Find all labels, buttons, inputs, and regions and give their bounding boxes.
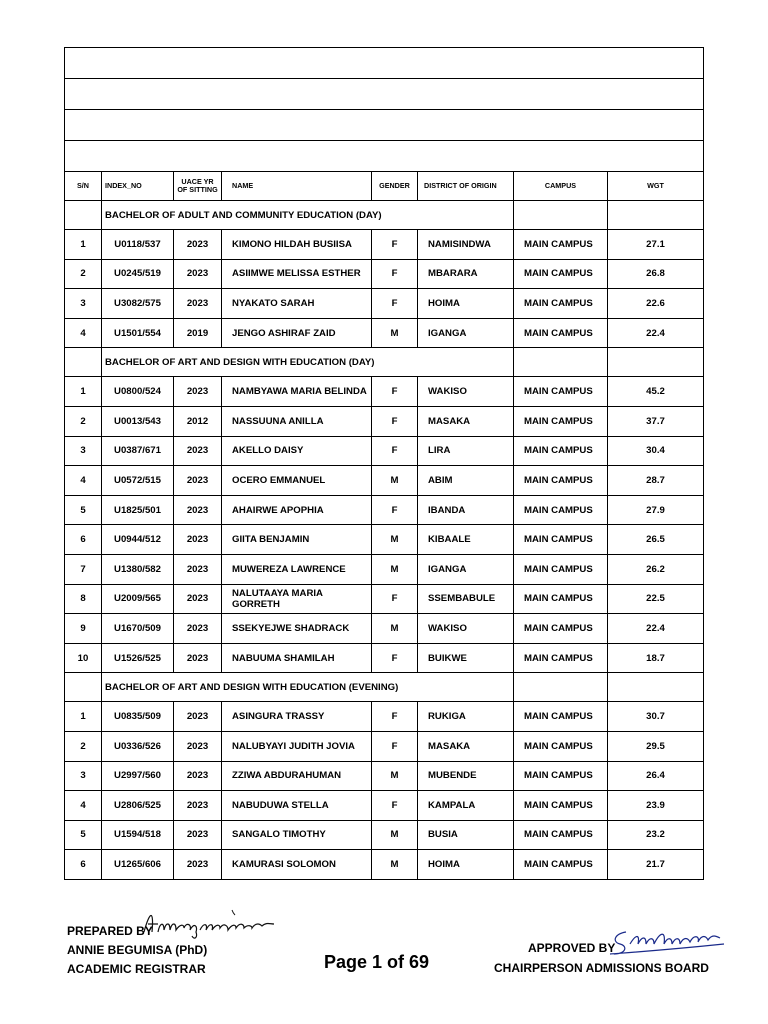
cell-campus: MAIN CAMPUS bbox=[514, 731, 608, 761]
cell-year: 2023 bbox=[174, 230, 222, 260]
blank-row bbox=[65, 48, 704, 79]
cell-wgt: 37.7 bbox=[608, 406, 704, 436]
cell-sn: 1 bbox=[65, 377, 102, 407]
cell-year: 2023 bbox=[174, 377, 222, 407]
cell-year: 2023 bbox=[174, 791, 222, 821]
cell-year: 2023 bbox=[174, 554, 222, 584]
cell-district: KIBAALE bbox=[418, 525, 514, 555]
cell-sn: 5 bbox=[65, 820, 102, 850]
cell-gender: F bbox=[372, 791, 418, 821]
cell-year: 2019 bbox=[174, 318, 222, 348]
cell-gender: F bbox=[372, 495, 418, 525]
cell-gender: M bbox=[372, 820, 418, 850]
cell-index-no: U1670/509 bbox=[102, 614, 174, 644]
cell-gender: M bbox=[372, 466, 418, 496]
cell-name: MUWEREZA LAWRENCE bbox=[222, 554, 372, 584]
cell-year: 2023 bbox=[174, 584, 222, 614]
cell-sn: 7 bbox=[65, 554, 102, 584]
table-row bbox=[65, 820, 704, 850]
cell-year: 2023 bbox=[174, 525, 222, 555]
preparer-title: ACADEMIC REGISTRAR bbox=[67, 962, 206, 976]
cell-sn: 4 bbox=[65, 791, 102, 821]
cell-district: KAMPALA bbox=[418, 791, 514, 821]
blank-row bbox=[65, 79, 704, 110]
cell-year: 2023 bbox=[174, 643, 222, 673]
cell-gender: F bbox=[372, 436, 418, 466]
cell-name: AKELLO DAISY bbox=[222, 436, 372, 466]
cell-index-no: U0944/512 bbox=[102, 525, 174, 555]
cell-district: IGANGA bbox=[418, 318, 514, 348]
section-blank-cell bbox=[608, 201, 704, 230]
cell-district: BUIKWE bbox=[418, 643, 514, 673]
cell-campus: MAIN CAMPUS bbox=[514, 791, 608, 821]
page-number: Page 1 of 69 bbox=[324, 952, 430, 972]
cell-district: WAKISO bbox=[418, 614, 514, 644]
cell-wgt: 22.4 bbox=[608, 614, 704, 644]
cell-district: MASAKA bbox=[418, 406, 514, 436]
cell-name: AHAIRWE APOPHIA bbox=[222, 495, 372, 525]
table-row bbox=[65, 731, 704, 761]
cell-campus: MAIN CAMPUS bbox=[514, 318, 608, 348]
cell-wgt: 27.1 bbox=[608, 230, 704, 260]
cell-index-no: U0013/543 bbox=[102, 406, 174, 436]
cell-gender: F bbox=[372, 643, 418, 673]
preparer-name: ANNIE BEGUMISA (PhD) bbox=[67, 943, 208, 957]
table-row bbox=[65, 761, 704, 791]
table-row bbox=[65, 614, 704, 644]
cell-gender: F bbox=[372, 289, 418, 319]
cell-index-no: U3082/575 bbox=[102, 289, 174, 319]
cell-campus: MAIN CAMPUS bbox=[514, 761, 608, 791]
admissions-table bbox=[64, 47, 704, 880]
cell-wgt: 21.7 bbox=[608, 850, 704, 880]
cell-gender: M bbox=[372, 614, 418, 644]
cell-gender: F bbox=[372, 584, 418, 614]
approved-by-label: APPROVED BY bbox=[528, 941, 616, 955]
blank-row bbox=[65, 110, 704, 141]
cell-campus: MAIN CAMPUS bbox=[514, 554, 608, 584]
table-row bbox=[65, 466, 704, 496]
cell-campus: MAIN CAMPUS bbox=[514, 436, 608, 466]
section-blank-cell bbox=[608, 673, 704, 702]
cell-district: IGANGA bbox=[418, 554, 514, 584]
prepared-by-label: PREPARED BY bbox=[67, 924, 153, 938]
cell-name: KIMONO HILDAH BUSIISA bbox=[222, 230, 372, 260]
cell-index-no: U0245/519 bbox=[102, 259, 174, 289]
cell-sn: 6 bbox=[65, 850, 102, 880]
cell-sn: 3 bbox=[65, 761, 102, 791]
cell-name: NALUTAAYA MARIA GORRETH bbox=[222, 584, 372, 614]
cell-wgt: 45.2 bbox=[608, 377, 704, 407]
header-row bbox=[65, 172, 704, 201]
cell-district: NAMISINDWA bbox=[418, 230, 514, 260]
cell-name: NASSUUNA ANILLA bbox=[222, 406, 372, 436]
table-row bbox=[65, 495, 704, 525]
table-row bbox=[65, 259, 704, 289]
cell-sn: 4 bbox=[65, 318, 102, 348]
cell-name: OCERO EMMANUEL bbox=[222, 466, 372, 496]
cell-name: NYAKATO SARAH bbox=[222, 289, 372, 319]
cell-campus: MAIN CAMPUS bbox=[514, 614, 608, 644]
cell-campus: MAIN CAMPUS bbox=[514, 702, 608, 732]
cell-district: SSEMBABULE bbox=[418, 584, 514, 614]
cell-index-no: U1501/554 bbox=[102, 318, 174, 348]
header-name: NAME bbox=[222, 172, 372, 201]
table-row bbox=[65, 525, 704, 555]
cell-district: MUBENDE bbox=[418, 761, 514, 791]
cell-campus: MAIN CAMPUS bbox=[514, 466, 608, 496]
cell-index-no: U2806/525 bbox=[102, 791, 174, 821]
section-title: BACHELOR OF ART AND DESIGN WITH EDUCATION (EVENING) bbox=[102, 673, 514, 702]
cell-year: 2023 bbox=[174, 761, 222, 791]
cell-name: ZZIWA ABDURAHUMAN bbox=[222, 761, 372, 791]
cell-wgt: 22.4 bbox=[608, 318, 704, 348]
approver-signature bbox=[606, 924, 730, 963]
cell-index-no: U0118/537 bbox=[102, 230, 174, 260]
cell-index-no: U1380/582 bbox=[102, 554, 174, 584]
cell-district: IBANDA bbox=[418, 495, 514, 525]
cell-name: NABUUMA SHAMILAH bbox=[222, 643, 372, 673]
cell-wgt: 26.2 bbox=[608, 554, 704, 584]
cell-sn: 9 bbox=[65, 614, 102, 644]
cell-wgt: 22.6 bbox=[608, 289, 704, 319]
header-index-no: INDEX_NO bbox=[102, 172, 174, 201]
cell-year: 2023 bbox=[174, 466, 222, 496]
section-blank-cell bbox=[514, 348, 608, 377]
cell-index-no: U0336/526 bbox=[102, 731, 174, 761]
cell-name: NABUDUWA STELLA bbox=[222, 791, 372, 821]
cell-year: 2012 bbox=[174, 406, 222, 436]
cell-campus: MAIN CAMPUS bbox=[514, 230, 608, 260]
cell-name: GIITA BENJAMIN bbox=[222, 525, 372, 555]
cell-district: MASAKA bbox=[418, 731, 514, 761]
table-row bbox=[65, 584, 704, 614]
cell-wgt: 26.8 bbox=[608, 259, 704, 289]
table-row bbox=[65, 436, 704, 466]
cell-year: 2023 bbox=[174, 731, 222, 761]
cell-wgt: 30.7 bbox=[608, 702, 704, 732]
cell-sn: 10 bbox=[65, 643, 102, 673]
cell-index-no: U0572/515 bbox=[102, 466, 174, 496]
cell-campus: MAIN CAMPUS bbox=[514, 643, 608, 673]
cell-campus: MAIN CAMPUS bbox=[514, 289, 608, 319]
cell-year: 2023 bbox=[174, 820, 222, 850]
cell-year: 2023 bbox=[174, 259, 222, 289]
cell-index-no: U1265/606 bbox=[102, 850, 174, 880]
cell-year: 2023 bbox=[174, 436, 222, 466]
section-blank-cell bbox=[65, 348, 102, 377]
cell-sn: 5 bbox=[65, 495, 102, 525]
cell-wgt: 27.9 bbox=[608, 495, 704, 525]
cell-sn: 3 bbox=[65, 289, 102, 319]
section-header-row bbox=[65, 201, 704, 230]
cell-gender: M bbox=[372, 318, 418, 348]
cell-index-no: U2997/560 bbox=[102, 761, 174, 791]
approver-title: CHAIRPERSON ADMISSIONS BOARD bbox=[494, 961, 709, 975]
cell-district: BUSIA bbox=[418, 820, 514, 850]
cell-sn: 1 bbox=[65, 702, 102, 732]
cell-index-no: U1825/501 bbox=[102, 495, 174, 525]
cell-year: 2023 bbox=[174, 495, 222, 525]
cell-campus: MAIN CAMPUS bbox=[514, 377, 608, 407]
cell-name: JENGO ASHIRAF ZAID bbox=[222, 318, 372, 348]
cell-campus: MAIN CAMPUS bbox=[514, 406, 608, 436]
cell-campus: MAIN CAMPUS bbox=[514, 495, 608, 525]
cell-gender: M bbox=[372, 761, 418, 791]
cell-gender: F bbox=[372, 406, 418, 436]
cell-year: 2023 bbox=[174, 614, 222, 644]
cell-campus: MAIN CAMPUS bbox=[514, 584, 608, 614]
cell-district: RUKIGA bbox=[418, 702, 514, 732]
section-title: BACHELOR OF ADULT AND COMMUNITY EDUCATION (DAY) bbox=[102, 201, 514, 230]
cell-gender: M bbox=[372, 850, 418, 880]
cell-district: WAKISO bbox=[418, 377, 514, 407]
cell-wgt: 26.5 bbox=[608, 525, 704, 555]
cell-wgt: 22.5 bbox=[608, 584, 704, 614]
table-row bbox=[65, 702, 704, 732]
cell-wgt: 28.7 bbox=[608, 466, 704, 496]
cell-year: 2023 bbox=[174, 702, 222, 732]
header-campus: CAMPUS bbox=[514, 172, 608, 201]
cell-campus: MAIN CAMPUS bbox=[514, 820, 608, 850]
cell-campus: MAIN CAMPUS bbox=[514, 850, 608, 880]
table-row bbox=[65, 318, 704, 348]
section-header-row bbox=[65, 673, 704, 702]
cell-sn: 1 bbox=[65, 230, 102, 260]
cell-wgt: 18.7 bbox=[608, 643, 704, 673]
cell-index-no: U1526/525 bbox=[102, 643, 174, 673]
table-row bbox=[65, 791, 704, 821]
table-row bbox=[65, 643, 704, 673]
cell-gender: F bbox=[372, 377, 418, 407]
header-sn: S/N bbox=[65, 172, 102, 201]
cell-gender: F bbox=[372, 259, 418, 289]
cell-index-no: U2009/565 bbox=[102, 584, 174, 614]
cell-wgt: 26.4 bbox=[608, 761, 704, 791]
cell-district: HOIMA bbox=[418, 289, 514, 319]
table-row bbox=[65, 554, 704, 584]
table-row bbox=[65, 230, 704, 260]
cell-name: NAMBYAWA MARIA BELINDA bbox=[222, 377, 372, 407]
cell-district: ABIM bbox=[418, 466, 514, 496]
cell-sn: 2 bbox=[65, 259, 102, 289]
section-title: BACHELOR OF ART AND DESIGN WITH EDUCATION (DAY) bbox=[102, 348, 514, 377]
header-district: DISTRICT OF ORIGIN bbox=[418, 172, 514, 201]
cell-wgt: 23.2 bbox=[608, 820, 704, 850]
cell-wgt: 29.5 bbox=[608, 731, 704, 761]
cell-sn: 6 bbox=[65, 525, 102, 555]
section-header-row bbox=[65, 348, 704, 377]
table-row bbox=[65, 406, 704, 436]
cell-gender: F bbox=[372, 702, 418, 732]
cell-campus: MAIN CAMPUS bbox=[514, 525, 608, 555]
cell-index-no: U1594/518 bbox=[102, 820, 174, 850]
section-blank-cell bbox=[514, 201, 608, 230]
section-blank-cell bbox=[65, 673, 102, 702]
cell-name: ASIIMWE MELISSA ESTHER bbox=[222, 259, 372, 289]
header-wgt: WGT bbox=[608, 172, 704, 201]
cell-gender: F bbox=[372, 731, 418, 761]
section-blank-cell bbox=[65, 201, 102, 230]
header-gender: GENDER bbox=[372, 172, 418, 201]
cell-name: NALUBYAYI JUDITH JOVIA bbox=[222, 731, 372, 761]
table-row bbox=[65, 289, 704, 319]
section-blank-cell bbox=[608, 348, 704, 377]
cell-gender: M bbox=[372, 525, 418, 555]
header-uace-year: UACE YR OF SITTING bbox=[174, 172, 222, 201]
prepared-by-block bbox=[67, 922, 207, 979]
cell-district: MBARARA bbox=[418, 259, 514, 289]
cell-index-no: U0387/671 bbox=[102, 436, 174, 466]
cell-name: SANGALO TIMOTHY bbox=[222, 820, 372, 850]
cell-sn: 3 bbox=[65, 436, 102, 466]
cell-sn: 4 bbox=[65, 466, 102, 496]
blank-row bbox=[65, 141, 704, 172]
cell-sn: 2 bbox=[65, 731, 102, 761]
cell-gender: F bbox=[372, 230, 418, 260]
section-blank-cell bbox=[514, 673, 608, 702]
cell-sn: 8 bbox=[65, 584, 102, 614]
cell-campus: MAIN CAMPUS bbox=[514, 259, 608, 289]
cell-index-no: U0835/509 bbox=[102, 702, 174, 732]
table-row bbox=[65, 377, 704, 407]
cell-district: LIRA bbox=[418, 436, 514, 466]
cell-name: KAMURASI SOLOMON bbox=[222, 850, 372, 880]
cell-name: SSEKYEJWE SHADRACK bbox=[222, 614, 372, 644]
cell-sn: 2 bbox=[65, 406, 102, 436]
cell-name: ASINGURA TRASSY bbox=[222, 702, 372, 732]
cell-year: 2023 bbox=[174, 289, 222, 319]
cell-year: 2023 bbox=[174, 850, 222, 880]
cell-gender: M bbox=[372, 554, 418, 584]
cell-wgt: 23.9 bbox=[608, 791, 704, 821]
table-row bbox=[65, 850, 704, 880]
cell-index-no: U0800/524 bbox=[102, 377, 174, 407]
cell-wgt: 30.4 bbox=[608, 436, 704, 466]
cell-district: HOIMA bbox=[418, 850, 514, 880]
